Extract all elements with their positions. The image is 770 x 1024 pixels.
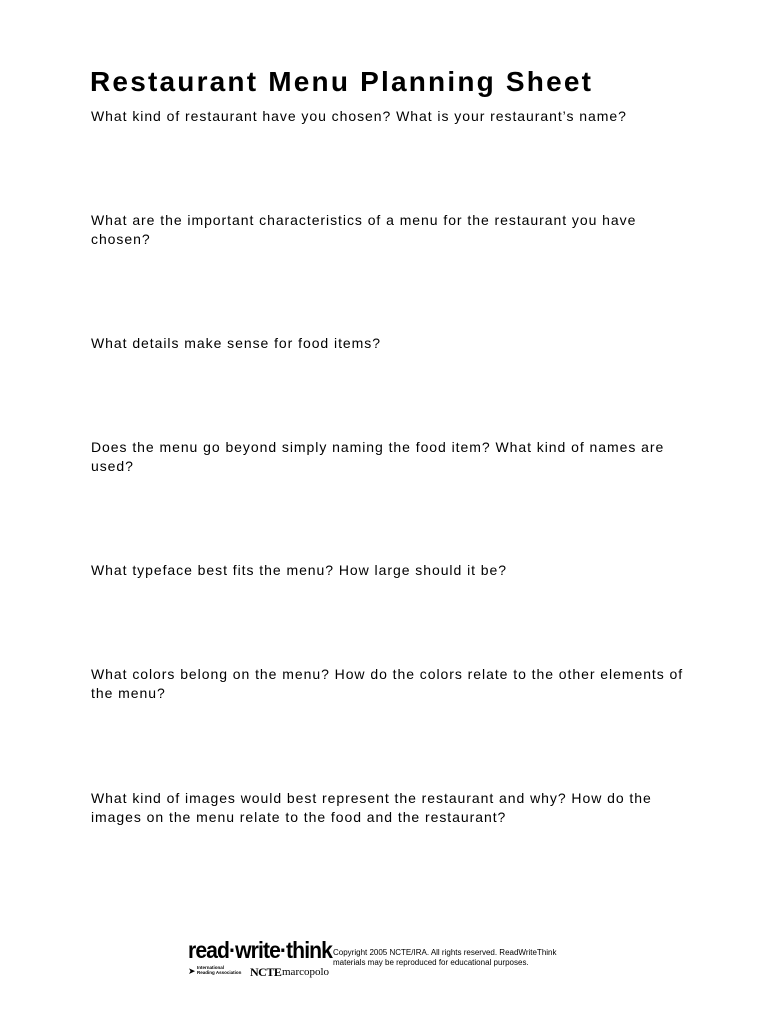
page-title: Restaurant Menu Planning Sheet [90, 66, 594, 97]
readwritethink-logo-text: read·write·think [188, 937, 333, 963]
copyright-notice: Copyright 2005 NCTE/IRA. All rights reserved. ReadWriteThink materials may be reproduced for educational purposes. [333, 948, 557, 967]
question-menu-characteristics: What are the important characteristics of a menu for the restaurant you have chosen? [91, 212, 637, 247]
partner-marcopolo-logo: marcopolo [282, 966, 330, 978]
question-images: What kind of images would best represent the restaurant and why? How do the images on the menu relate to the food and the restaurant? [91, 790, 652, 825]
question-food-details: What details make sense for food items? [91, 335, 381, 351]
question-typeface: What typeface best fits the menu? How large should it be? [91, 562, 508, 578]
question-colors: What colors belong on the menu? How do the colors relate to the other elements of the menu? [91, 666, 684, 701]
question-food-names: Does the menu go beyond simply naming the food item? What kind of names are used? [91, 439, 665, 474]
partner-ira-logo: International Reading Association [197, 965, 242, 975]
readwritethink-logo [188, 937, 333, 982]
ira-arrow-icon: ➤ [188, 966, 196, 976]
question-restaurant-kind: What kind of restaurant have you chosen? What is your restaurant’s name? [91, 108, 627, 124]
footer [188, 938, 588, 982]
partner-logos [188, 964, 330, 980]
partner-ncte-logo: NCTE [250, 965, 282, 979]
